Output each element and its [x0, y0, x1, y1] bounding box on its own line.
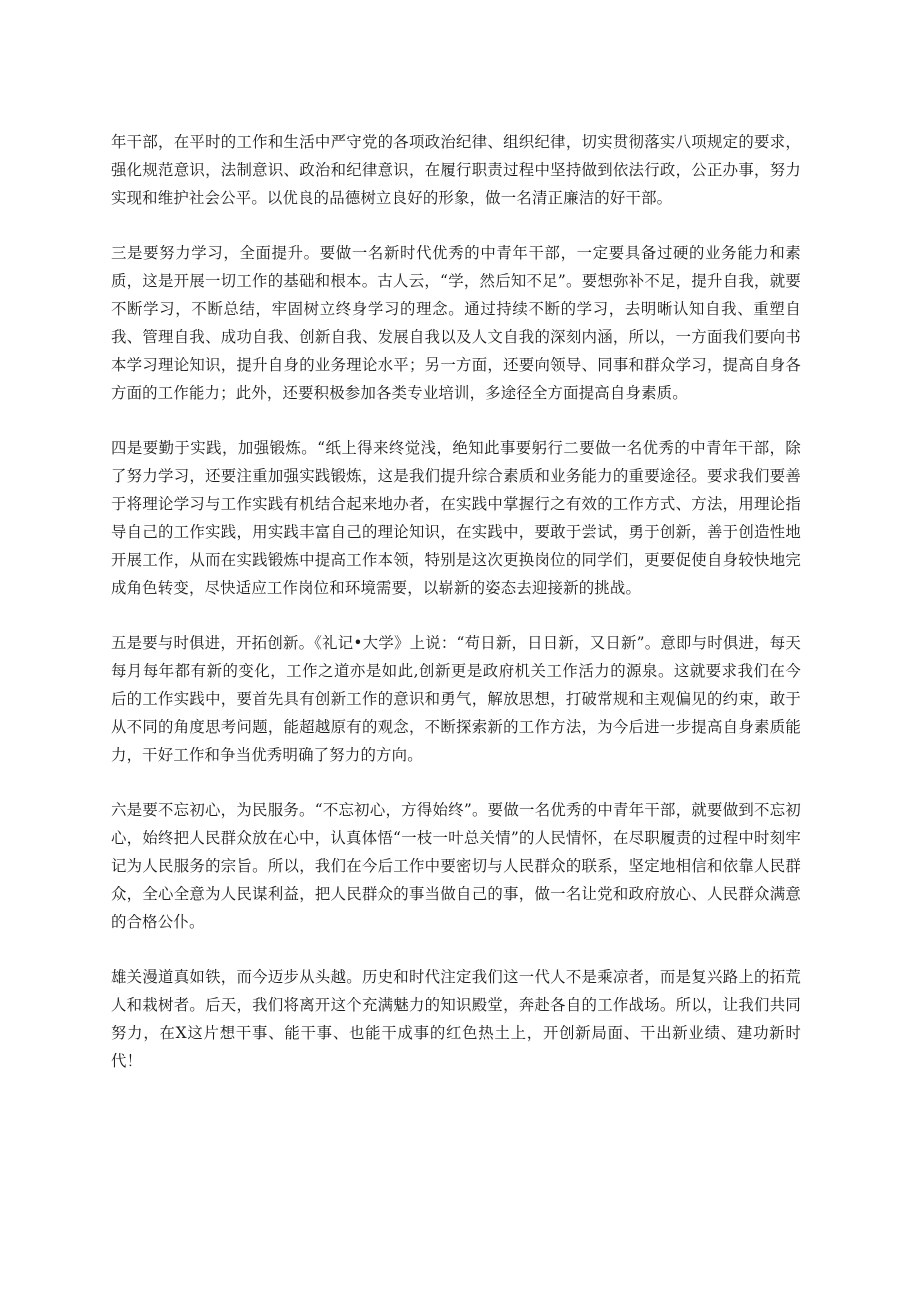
paragraph-innovation: 五是要与时俱进，开拓创新。《礼记•大学》上说：“苟日新，日日新，又日新”。意即与时俱进，每天每月每年都有新的变化，工作之道亦是如此,创新更是政府机关工作活力的源泉。这就要求我们在今后的工作实践中，要首先具有创新工作的意识和勇气，解放思想，打破常规和主观偏见的约束，敢于从不同的角度思考问题，能超越原有的观念，不断探索新的工作方法，为今后进一步提高自身素质能力，干好工作和争当优秀明确了努力的方向。 — [111, 634, 801, 764]
paragraph-serve-people: 六是要不忘初心，为民服务。“不忘初心，方得始终”。要做一名优秀的中青年干部，就要做到不忘初心，始终把人民群众放在心中，认真体悟“一枝一叶总关情”的人民情怀，在尽职履责的过程中时刻牢记为人民服务的宗旨。所以，我们在今后工作中要密切与人民群众的联系，坚定地相信和依靠人民群众，全心全意为人民谋利益，把人民群众的事当做自己的事，做一名让党和政府放心、人民群众满意的合格公仆。 — [111, 801, 801, 931]
paragraph-practice: 四是要勤于实践，加强锻炼。“纸上得来终觉浅，绝知此事要躬行二要做一名优秀的中青年干部，除了努力学习，还要注重加强实践锻炼，这是我们提升综合素质和业务能力的重要途径。要求我们要善于将理论学习与工作实践有机结合起来地办者，在实践中掌握行之有效的工作方式、方法，用理论指导自己的工作实践，用实践丰富自己的理论知识，在实践中，要敢于尝试，勇于创新，善于创造性地开展工作，从而在实践锻炼中提高工作本领，特别是这次更换岗位的同学们，更要促使自身较快地完成角色转变，尽快适应工作岗位和环境需要，以崭新的姿态去迎接新的挑战。 — [111, 439, 801, 597]
paragraph-closing: 雄关漫道真如铁，而今迈步从头越。历史和时代注定我们这一代人不是乘凉者，而是复兴路上的拓荒人和栽树者。后天，我们将离开这个充满魅力的知识殿堂，奔赴各自的工作战场。所以，让我们共同努力，在X这片想干事、能干事、也能干成事的红色热土上，开创新局面、干出新业绩、建功新时代！ — [111, 968, 801, 1070]
document-body — [111, 128, 801, 1102]
paragraph-discipline: 年干部，在平时的工作和生活中严守党的各项政治纪律、组织纪律，切实贯彻落实八项规定的要求，强化规范意识，法制意识、政治和纪律意识，在履行职责过程中坚持做到依法行政，公正办事，努力实现和维护社会公平。以优良的品德树立良好的形象，做一名清正廉洁的好干部。 — [111, 133, 801, 207]
paragraph-study: 三是要努力学习，全面提升。要做一名新时代优秀的中青年干部，一定要具备过硬的业务能力和素质，这是开展一切工作的基础和根本。古人云，“学，然后知不足”。要想弥补不足，提升自我，就要不断学习，不断总结，牢固树立终身学习的理念。通过持续不断的学习，去明晰认知自我、重塑自我、管理自我、成功自我、创新自我、发展自我以及人文自我的深刻内涵，所以，一方面我们要向书本学习理论知识，提升自身的业务理论水平；另一方面，还要向领导、同事和群众学习，提高自身各方面的工作能力；此外，还要积极参加各类专业培训，多途径全方面提高自身素质。 — [111, 244, 801, 402]
